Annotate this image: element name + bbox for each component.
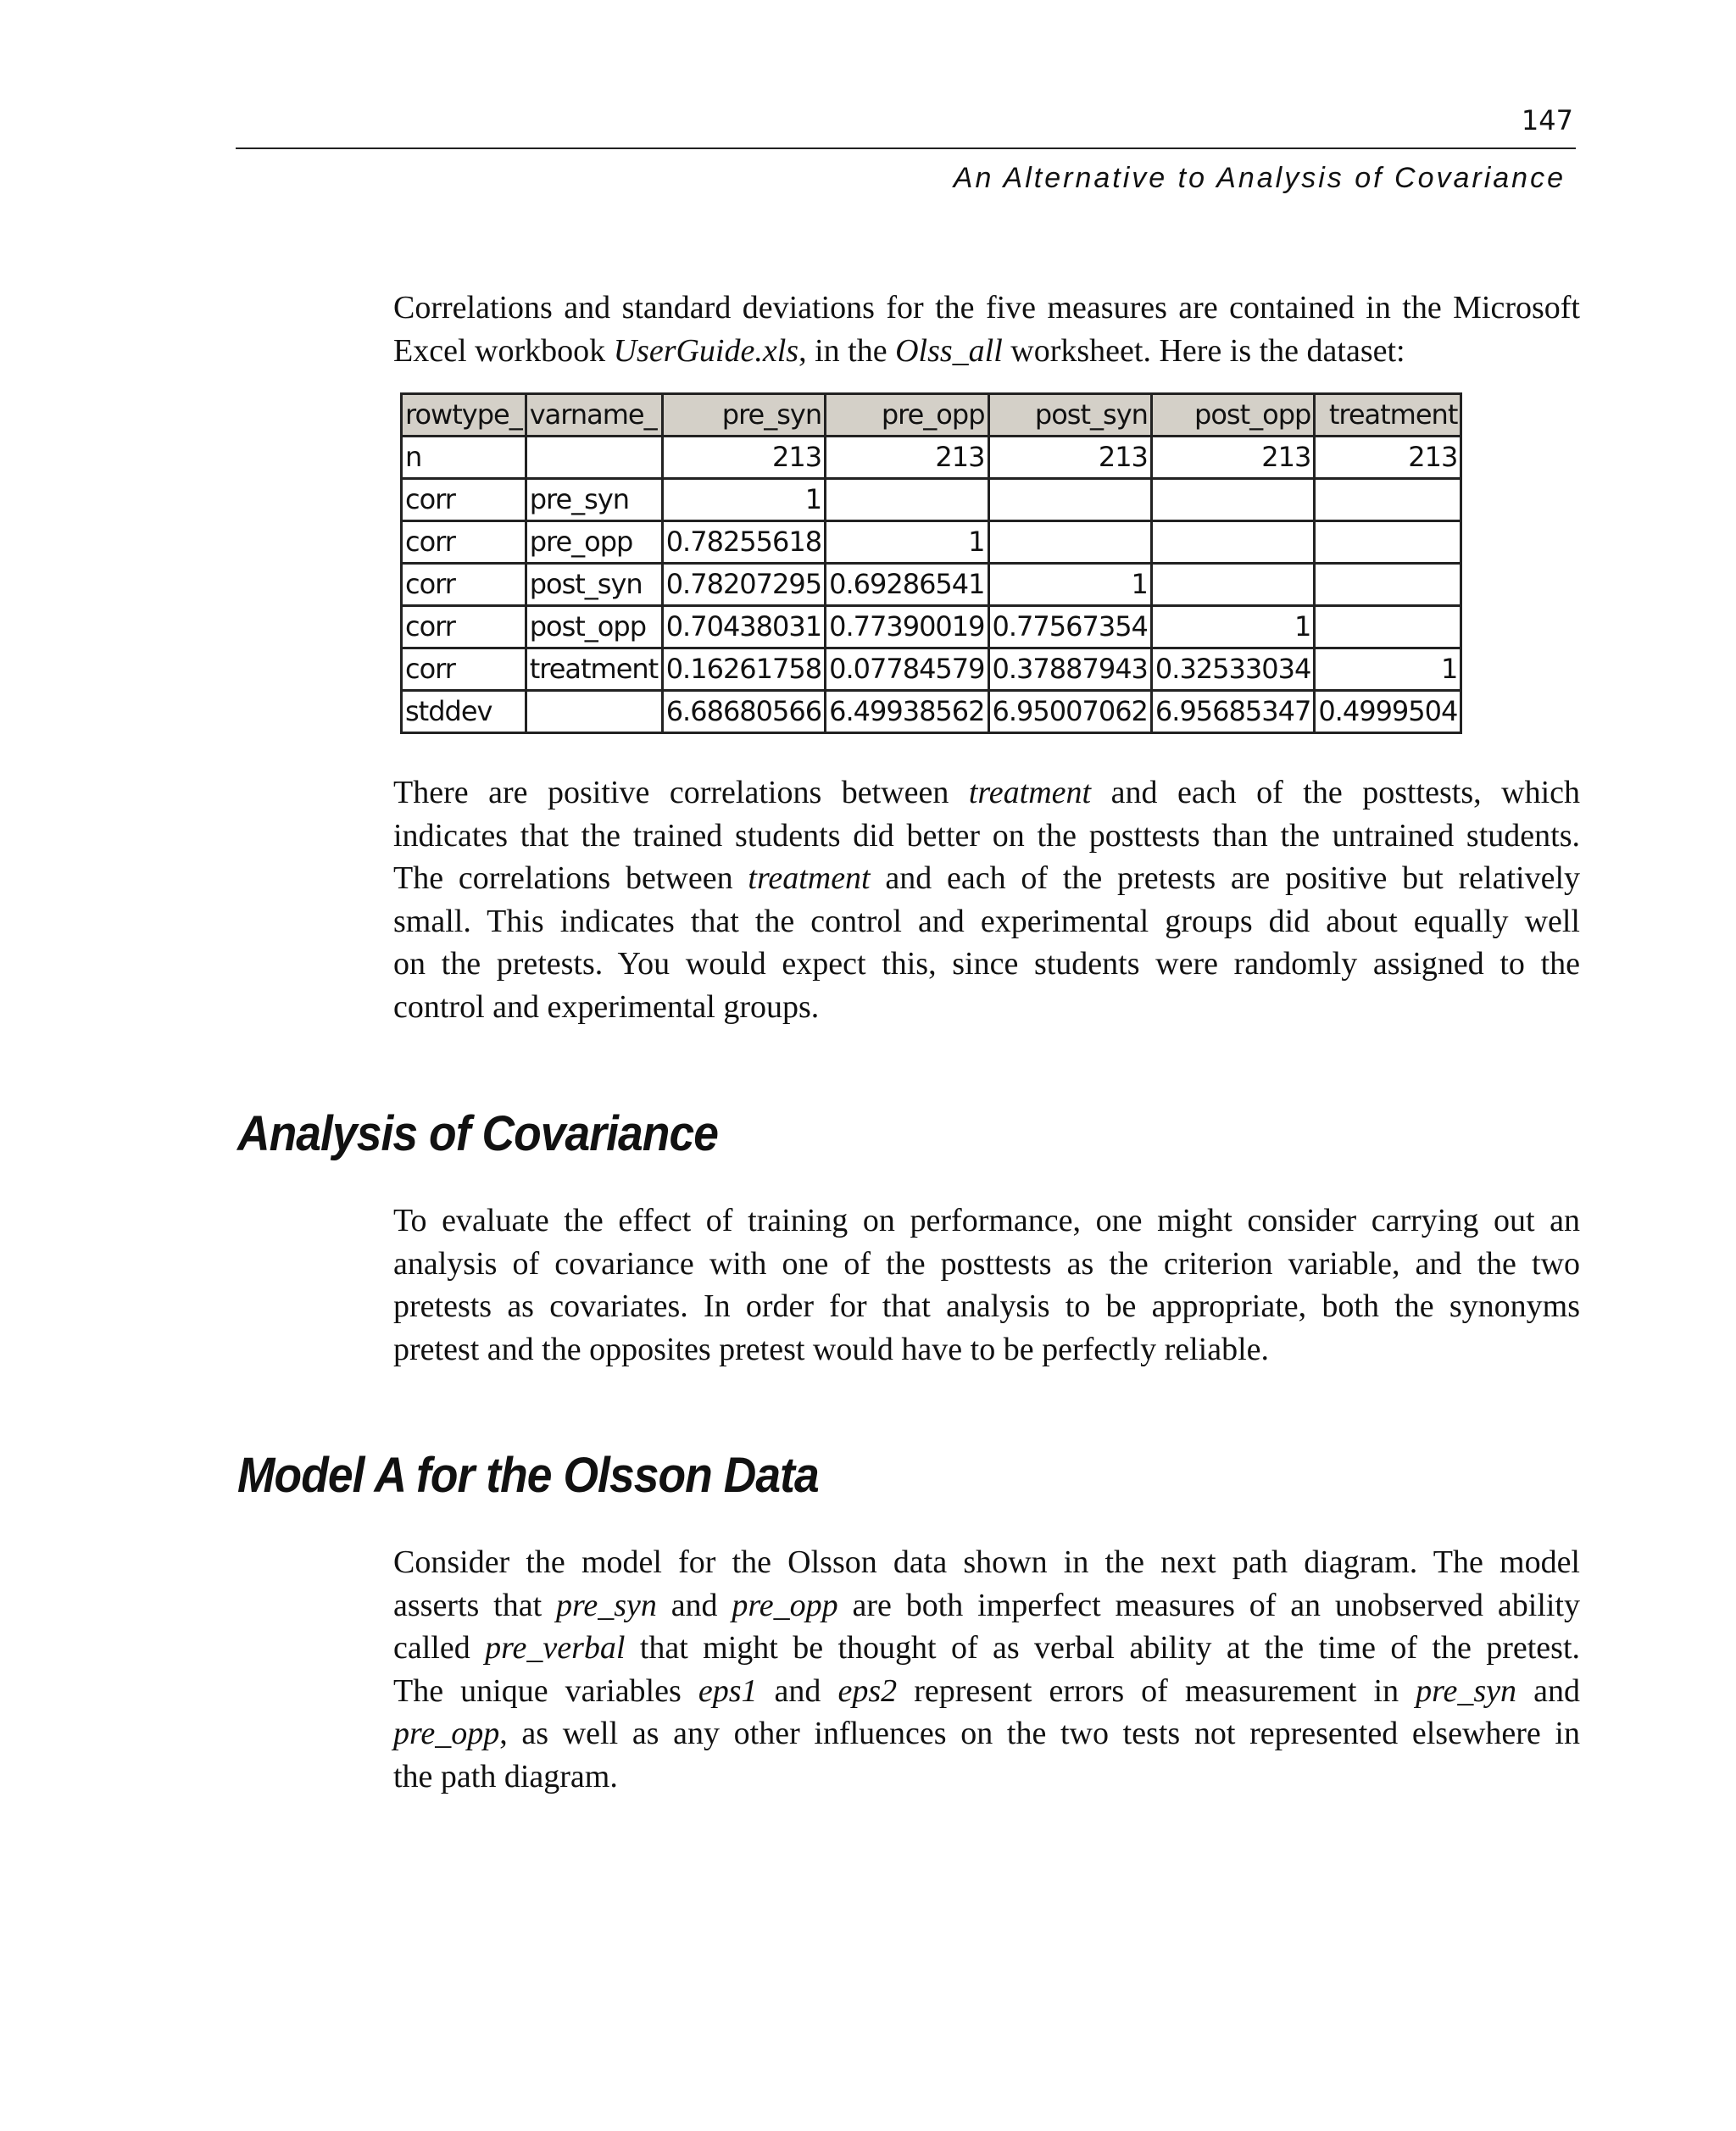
intro-paragraph: [393, 287, 1580, 372]
table-row: [402, 606, 1461, 648]
table-cell: [1151, 564, 1314, 606]
table-cell: corr: [402, 648, 526, 691]
table-row: [402, 521, 1461, 564]
correlation-discussion-paragraph: [393, 771, 1580, 1028]
table-cell: 0.37887943: [988, 648, 1151, 691]
model-a-line-5: pre_opp, as well as any other influences on the two tests not represented elsewhere in: [393, 1716, 1580, 1751]
table-cell: [1151, 479, 1314, 521]
ancova-paragraph: [393, 1199, 1580, 1371]
column-header: post_syn: [988, 394, 1151, 437]
discussion-line-2: indicates that the trained students did better on the posttests than the untrained students.: [393, 817, 1580, 854]
column-header: pre_syn: [662, 394, 825, 437]
table-cell: [526, 691, 662, 733]
table-cell: [1315, 479, 1461, 521]
column-header: treatment: [1315, 394, 1461, 437]
table-cell: n: [402, 437, 526, 479]
table-cell: [526, 437, 662, 479]
column-header: post_opp: [1151, 394, 1314, 437]
header-rule: [236, 147, 1576, 149]
table-cell: [1151, 521, 1314, 564]
table-cell: [988, 521, 1151, 564]
table-cell: 1: [1315, 648, 1461, 691]
discussion-line-6: control and experimental groups.: [393, 988, 820, 1025]
table-cell: 213: [988, 437, 1151, 479]
table-cell: stddev: [402, 691, 526, 733]
table-cell: 1: [988, 564, 1151, 606]
discussion-line-4: small. This indicates that the control and experimental groups did about equally well: [393, 903, 1580, 939]
table-row: [402, 437, 1461, 479]
section-heading-model-a: Model A for the Olsson Data: [237, 1448, 819, 1503]
discussion-line-5: on the pretests. You would expect this, since students were randomly assigned to the: [393, 946, 1580, 982]
ancova-line-2: analysis of covariance with one of the posttests as the criterion variable, and the two: [393, 1245, 1580, 1282]
table-cell: corr: [402, 479, 526, 521]
table-row: [402, 648, 1461, 691]
table-cell: post_syn: [526, 564, 662, 606]
table-cell: [1315, 564, 1461, 606]
running-title: An Alternative to Analysis of Covariance: [953, 162, 1566, 194]
table-cell: [826, 479, 988, 521]
model-a-line-3: called pre_verbal that might be thought of as verbal ability at the time of the pretest.: [393, 1630, 1581, 1666]
model-a-line-4: The unique variables eps1 and eps2 represent errors of measurement in pre_syn and: [393, 1672, 1580, 1709]
table-cell: 6.49938562: [826, 691, 988, 733]
ancova-line-4: pretest and the opposites pretest would have to be perfectly reliable.: [393, 1331, 1270, 1367]
table-row: [402, 564, 1461, 606]
table-cell: 0.07784579: [826, 648, 988, 691]
column-header: varname_: [526, 394, 662, 437]
table-cell: 213: [1151, 437, 1314, 479]
table-cell: 0.4999504: [1315, 691, 1461, 733]
table-cell: 213: [826, 437, 988, 479]
model-a-line-1: Consider the model for the Olsson data shown in the next path diagram. The model: [393, 1544, 1580, 1580]
section-heading-analysis-of-covariance: Analysis of Covariance: [237, 1106, 718, 1161]
table-header-row: [402, 394, 1461, 437]
intro-line-2: Excel workbook UserGuide.xls, in the Olss_all worksheet. Here is the dataset:: [393, 332, 1405, 369]
model-a-line-2: asserts that pre_syn and pre_opp are both imperfect measures of an unobserved ability: [393, 1587, 1580, 1623]
dataset-table: [400, 392, 1462, 734]
table-cell: [1315, 606, 1461, 648]
table-cell: 0.69286541: [826, 564, 988, 606]
ancova-line-3: pretests as covariates. In order for that analysis to be appropriate, both the synonyms: [393, 1288, 1580, 1324]
table-cell: 1: [1151, 606, 1314, 648]
table-cell: 1: [662, 479, 825, 521]
table-row: [402, 479, 1461, 521]
column-header: pre_opp: [826, 394, 988, 437]
worksheet-name: Olss_all: [895, 332, 1003, 369]
table-cell: 6.68680566: [662, 691, 825, 733]
discussion-line-3: The correlations between treatment and each of the pretests are positive but relatively: [393, 860, 1580, 896]
model-a-line-6: the path diagram.: [393, 1758, 618, 1794]
discussion-line-1: There are positive correlations between treatment and each of the posttests, which: [393, 775, 1580, 810]
table-cell: pre_syn: [526, 479, 662, 521]
table-cell: 0.77567354: [988, 606, 1151, 648]
table-row: [402, 691, 1461, 733]
table-cell: 1: [826, 521, 988, 564]
table-cell: treatment: [526, 648, 662, 691]
table-cell: 0.78255618: [662, 521, 825, 564]
table-cell: [988, 479, 1151, 521]
table-cell: pre_opp: [526, 521, 662, 564]
table-cell: corr: [402, 606, 526, 648]
table-cell: [1315, 521, 1461, 564]
table-cell: 6.95007062: [988, 691, 1151, 733]
table-cell: post_opp: [526, 606, 662, 648]
page-number: 147: [1521, 104, 1573, 136]
model-a-paragraph: [393, 1541, 1580, 1798]
ancova-line-1: To evaluate the effect of training on performance, one might consider carrying out an: [393, 1203, 1580, 1238]
table-cell: 0.70438031: [662, 606, 825, 648]
table-cell: 213: [1315, 437, 1461, 479]
table-cell: corr: [402, 564, 526, 606]
table-cell: 6.95685347: [1151, 691, 1314, 733]
intro-line-1: Correlations and standard deviations for the five measures are contained in the Microsoft: [393, 290, 1580, 325]
table-cell: 213: [662, 437, 825, 479]
table-cell: 0.77390019: [826, 606, 988, 648]
table-cell: 0.78207295: [662, 564, 825, 606]
workbook-name: UserGuide.xls: [613, 332, 799, 369]
column-header: rowtype_: [402, 394, 526, 437]
table-cell: 0.16261758: [662, 648, 825, 691]
table-cell: corr: [402, 521, 526, 564]
table-cell: 0.32533034: [1151, 648, 1314, 691]
